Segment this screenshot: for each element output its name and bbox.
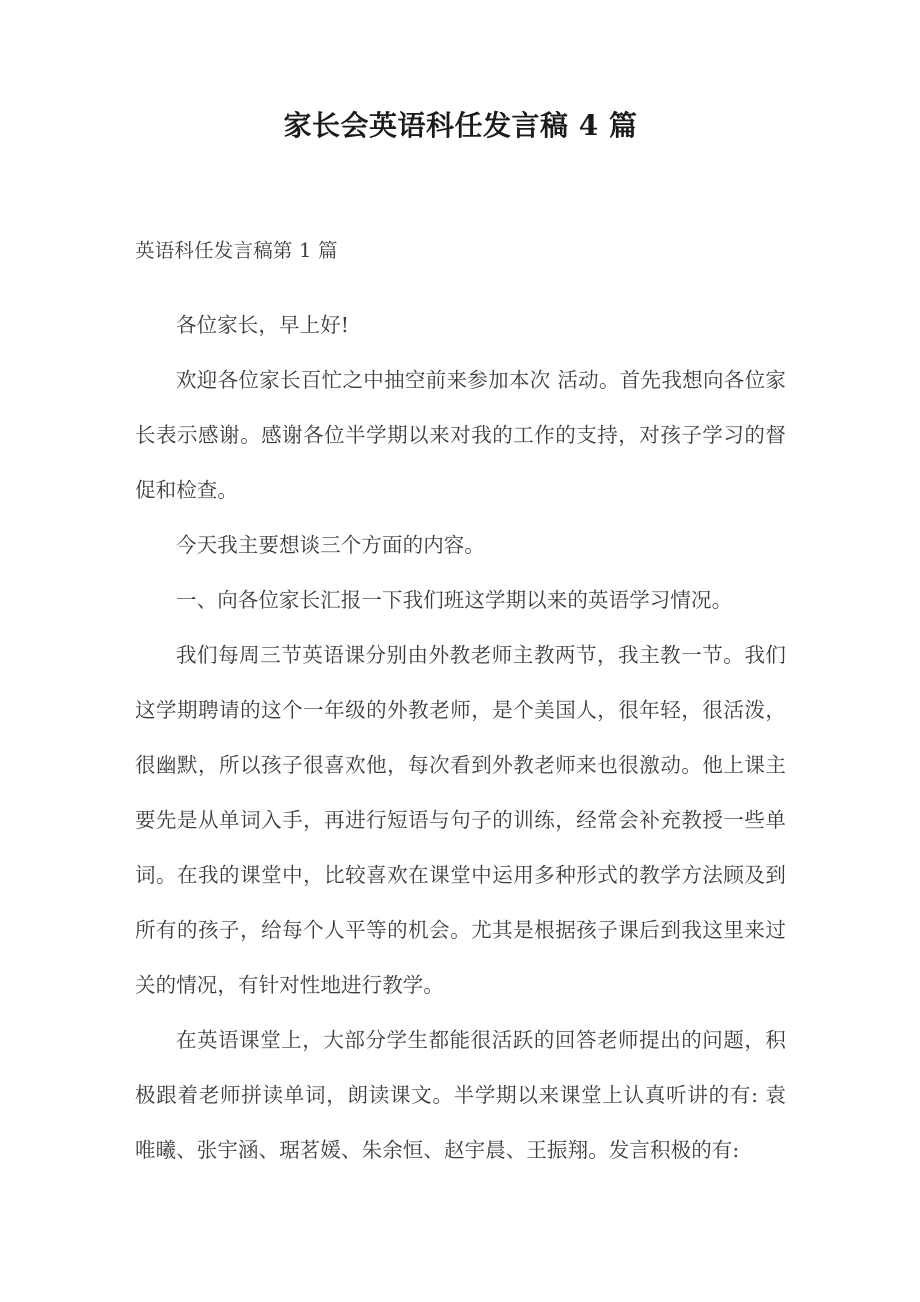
paragraph-class-arrangement: 我们每周三节英语课分别由外教老师主教两节，我主教一节。我们这学期聘请的这个一年级的外教老师，是个美国人，很年轻，很活泼，很幽默，所以孩子很喜欢他，每次看到外教老师来也很激动。他上课主要先是从单词入手，再进行短语与句子的训练，经常会补充教授一些单词。在我的课堂中，比较喜欢在课堂中运用多种形式的教学方法顾及到所有的孩子，给每个人平等的机会。尤其是根据孩子课后到我这里来过关的情况，有针对性地进行教学。 xyxy=(135,643,786,998)
paragraph-overview: 今天我主要想谈三个方面的内容。 xyxy=(176,533,485,558)
paragraph-greeting: 各位家长，早上好! xyxy=(176,313,350,338)
paragraph-classroom-performance: 在英语课堂上，大部分学生都能很活跃的回答老师提出的问题，积极跟着老师拼读单词，朗读课文。半学期以来课堂上认真听讲的有: 袁唯曦、张宇涵、琚茗媛、朱余恒、赵宇晨、王振翔。发言积极的有: xyxy=(135,1028,786,1163)
paragraph-point-one: 一、向各位家长汇报一下我们班这学期以来的英语学习情况。 xyxy=(176,588,733,613)
page-title: 家长会英语科任发言稿 4 篇 xyxy=(283,109,638,142)
paragraph-welcome: 欢迎各位家长百忙之中抽空前来参加本次 活动。首先我想向各位家长表示感谢。感谢各位半学期以来对我的工作的支持，对孩子学习的督促和检查。 xyxy=(135,368,786,503)
document-content xyxy=(135,0,786,1178)
section-heading: 英语科任发言稿第 1 篇 xyxy=(135,239,338,262)
